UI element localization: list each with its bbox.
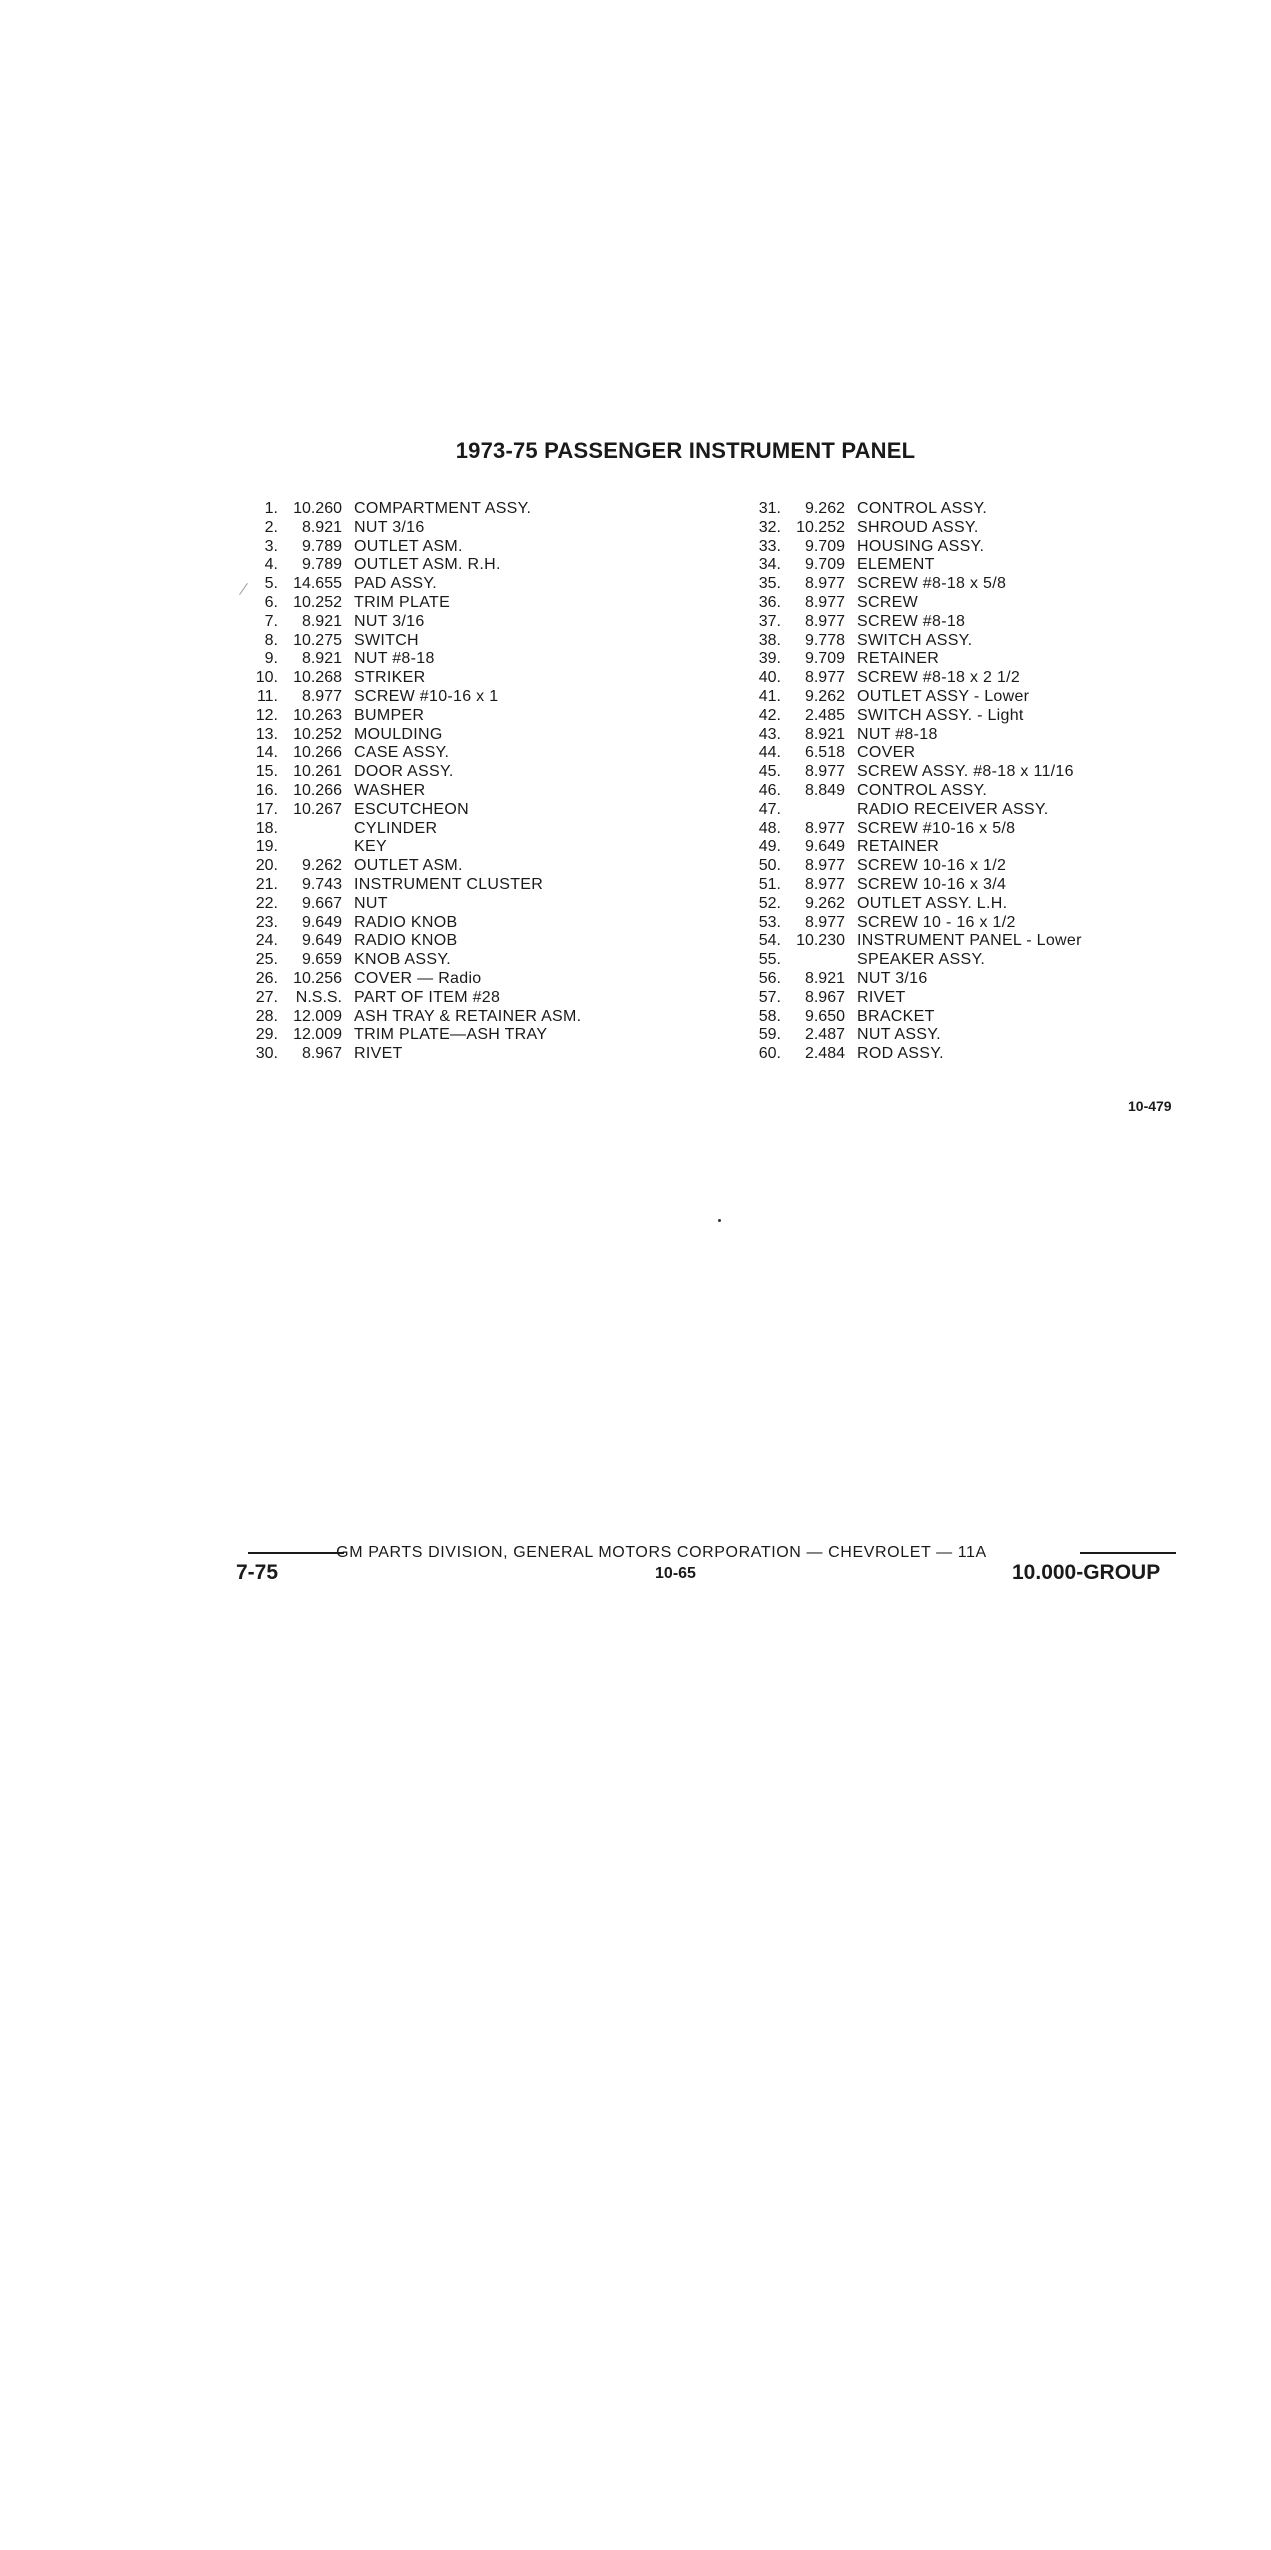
- parts-list-row: [741, 688, 1082, 707]
- group-number: 9.778: [804, 631, 845, 649]
- part-description: ELEMENT: [857, 556, 935, 574]
- item-number: 55.: [758, 951, 781, 969]
- group-number: 8.921: [804, 725, 845, 743]
- part-description: COVER — Radio: [354, 969, 482, 987]
- part-description: RADIO RECEIVER ASSY.: [857, 800, 1049, 818]
- part-description: MOULDING: [354, 725, 443, 743]
- item-number: 23.: [255, 913, 278, 931]
- item-number: 16.: [255, 781, 278, 799]
- part-description: RIVET: [354, 1045, 403, 1063]
- parts-list-row: [741, 669, 1082, 688]
- group-number: 9.262: [804, 687, 845, 705]
- item-number: 56.: [758, 969, 781, 987]
- group-number: 9.650: [804, 1007, 845, 1025]
- parts-list-row: [741, 500, 1082, 519]
- part-description: CONTROL ASSY.: [857, 781, 988, 799]
- group-number: 9.649: [301, 932, 342, 950]
- group-number: 8.977: [804, 857, 845, 875]
- parts-list-row: [238, 782, 581, 801]
- item-number: 26.: [255, 969, 278, 987]
- parts-list-left: [238, 500, 581, 1064]
- part-description: NUT 3/16: [354, 612, 425, 630]
- parts-list-row: [741, 1045, 1082, 1064]
- group-number: 8.977: [804, 819, 845, 837]
- parts-list-row: [741, 989, 1082, 1008]
- part-description: RETAINER: [857, 838, 940, 856]
- group-number: 10.268: [293, 669, 342, 687]
- group-number: 10.230: [796, 932, 845, 950]
- group-number: 9.659: [301, 951, 342, 969]
- part-description: SCREW 10-16 x 3/4: [857, 875, 1007, 893]
- item-number: 33.: [758, 537, 781, 555]
- group-number: 10.266: [293, 744, 342, 762]
- group-number: 6.518: [804, 744, 845, 762]
- part-description: SWITCH ASSY. - Light: [857, 706, 1024, 724]
- group-number: 8.977: [804, 669, 845, 687]
- item-number: 30.: [255, 1045, 278, 1063]
- parts-list-row: [741, 707, 1082, 726]
- group-number: 8.977: [804, 593, 845, 611]
- part-description: SCREW 10-16 x 1/2: [857, 857, 1007, 875]
- part-description: NUT #8-18: [857, 725, 938, 743]
- part-description: TRIM PLATE: [354, 593, 451, 611]
- item-number: 52.: [758, 894, 781, 912]
- item-number: 27.: [255, 988, 278, 1006]
- parts-list-row: [238, 1026, 581, 1045]
- item-number: 38.: [758, 631, 781, 649]
- parts-list-row: [741, 1008, 1082, 1027]
- part-description: ASH TRAY & RETAINER ASM.: [354, 1007, 582, 1025]
- group-number: 10.252: [796, 518, 845, 536]
- part-description: WASHER: [354, 781, 426, 799]
- parts-list-row: [238, 744, 581, 763]
- item-number: 11.: [256, 687, 278, 705]
- item-number: 12.: [255, 706, 278, 724]
- item-number: 3.: [264, 537, 278, 555]
- item-number: 15.: [255, 763, 278, 781]
- parts-list-row: [238, 613, 581, 632]
- group-number: [781, 951, 845, 970]
- parts-list-row: [238, 594, 581, 613]
- part-description: COMPARTMENT ASSY.: [354, 500, 532, 517]
- parts-list-row: [741, 519, 1082, 538]
- item-number: 32.: [758, 518, 781, 536]
- item-number: 60.: [758, 1045, 781, 1063]
- parts-list-right: [741, 500, 1082, 1064]
- part-description: BUMPER: [354, 706, 425, 724]
- group-number: 9.262: [804, 500, 845, 517]
- parts-list-row: [741, 726, 1082, 745]
- part-description: STRIKER: [354, 669, 426, 687]
- footer-publisher: GM PARTS DIVISION, GENERAL MOTORS CORPORATION — CHEVROLET — 11A: [336, 1544, 987, 1561]
- parts-list-row: [238, 895, 581, 914]
- part-description: OUTLET ASM.: [354, 857, 463, 875]
- parts-list-row: [741, 744, 1082, 763]
- parts-list-row: [741, 556, 1082, 575]
- part-description: CONTROL ASSY.: [857, 500, 988, 517]
- part-description: SWITCH: [354, 631, 419, 649]
- parts-list-row: [238, 1045, 581, 1064]
- item-number: 7.: [264, 612, 278, 630]
- item-number: 9.: [264, 650, 278, 668]
- parts-list-row: [238, 669, 581, 688]
- parts-list-row: [238, 556, 581, 575]
- group-number: 12.009: [293, 1026, 342, 1044]
- part-description: RIVET: [857, 988, 906, 1006]
- parts-list-row: [741, 914, 1082, 933]
- group-number: 8.849: [804, 781, 845, 799]
- part-description: BRACKET: [857, 1007, 935, 1025]
- group-number: [278, 838, 342, 857]
- footer-page-number: 10-65: [655, 1565, 696, 1582]
- item-number: 47.: [758, 800, 781, 818]
- part-description: NUT 3/16: [354, 518, 425, 536]
- item-number: 49.: [758, 838, 781, 856]
- item-number: 59.: [758, 1026, 781, 1044]
- item-number: 50.: [758, 857, 781, 875]
- part-description: ESCUTCHEON: [354, 800, 470, 818]
- item-number: 35.: [758, 575, 781, 593]
- group-number: 9.709: [804, 650, 845, 668]
- group-number: 10.256: [293, 969, 342, 987]
- group-number: [278, 820, 342, 839]
- parts-list-row: [238, 632, 581, 651]
- group-number: 9.709: [804, 537, 845, 555]
- group-number: 8.977: [804, 875, 845, 893]
- item-number: 24.: [255, 932, 278, 950]
- item-number: 5.: [264, 575, 278, 593]
- part-description: OUTLET ASSY. L.H.: [857, 894, 1008, 912]
- part-description: SWITCH ASSY.: [857, 631, 973, 649]
- part-description: SCREW #10-16 x 5/8: [857, 819, 1016, 837]
- item-number: 40.: [758, 669, 781, 687]
- parts-list-row: [741, 951, 1082, 970]
- part-description: INSTRUMENT CLUSTER: [354, 875, 544, 893]
- group-number: 2.485: [804, 706, 845, 724]
- part-description: KNOB ASSY.: [354, 951, 451, 969]
- group-number: 10.267: [293, 800, 342, 818]
- group-number: 8.921: [301, 650, 342, 668]
- item-number: 31.: [758, 500, 781, 517]
- group-number: 10.252: [293, 593, 342, 611]
- part-description: NUT #8-18: [354, 650, 435, 668]
- part-description: CASE ASSY.: [354, 744, 450, 762]
- group-number: 8.977: [804, 763, 845, 781]
- group-number: 9.789: [301, 537, 342, 555]
- item-number: 13.: [255, 725, 278, 743]
- diagram-reference: 10-479: [1128, 1098, 1172, 1114]
- parts-list-row: [741, 857, 1082, 876]
- item-number: 54.: [758, 932, 781, 950]
- item-number: 39.: [758, 650, 781, 668]
- item-number: 17.: [255, 800, 278, 818]
- parts-list-row: [741, 632, 1082, 651]
- stray-speck: [718, 1219, 721, 1222]
- group-number: 9.743: [301, 875, 342, 893]
- parts-list-row: [741, 1026, 1082, 1045]
- part-description: OUTLET ASSY - Lower: [857, 687, 1030, 705]
- parts-list-row: [741, 763, 1082, 782]
- group-number: 8.967: [301, 1045, 342, 1063]
- parts-list-row: [741, 820, 1082, 839]
- part-description: SPEAKER ASSY.: [857, 951, 986, 969]
- item-number: 19.: [255, 838, 278, 856]
- part-description: DOOR ASSY.: [354, 763, 454, 781]
- part-description: SCREW #8-18: [857, 612, 966, 630]
- item-number: 36.: [758, 593, 781, 611]
- part-description: RADIO KNOB: [354, 913, 458, 931]
- group-number: 8.967: [804, 988, 845, 1006]
- item-number: 4.: [264, 556, 278, 574]
- part-description: RETAINER: [857, 650, 940, 668]
- item-number: 29.: [255, 1026, 278, 1044]
- parts-list-row: [741, 876, 1082, 895]
- item-number: 37.: [758, 612, 781, 630]
- item-number: 51.: [758, 875, 781, 893]
- group-number: [781, 801, 845, 820]
- item-number: 45.: [758, 763, 781, 781]
- parts-list-row: [238, 801, 581, 820]
- parts-list-row: [238, 989, 581, 1008]
- parts-list-row: [238, 820, 581, 839]
- item-number: 57.: [758, 988, 781, 1006]
- parts-list-row: [238, 538, 581, 557]
- group-number: 8.921: [301, 518, 342, 536]
- item-number: 25.: [255, 951, 278, 969]
- part-description: OUTLET ASM. R.H.: [354, 556, 501, 574]
- parts-list-row: [238, 857, 581, 876]
- footer-group: 10.000-GROUP: [1012, 1561, 1161, 1584]
- parts-list-row: [741, 650, 1082, 669]
- item-number: 44.: [758, 744, 781, 762]
- item-number: 42.: [758, 706, 781, 724]
- part-description: HOUSING ASSY.: [857, 537, 985, 555]
- parts-list-row: [238, 726, 581, 745]
- item-number: 22.: [255, 894, 278, 912]
- item-number: 8.: [264, 631, 278, 649]
- parts-list-row: [741, 538, 1082, 557]
- page-title: 1973-75 PASSENGER INSTRUMENT PANEL: [455, 438, 916, 463]
- parts-list-row: [741, 575, 1082, 594]
- part-description: INSTRUMENT PANEL - Lower: [857, 932, 1082, 950]
- item-number: 43.: [758, 725, 781, 743]
- parts-list-row: [741, 613, 1082, 632]
- part-description: SHROUD ASSY.: [857, 518, 979, 536]
- group-number: 9.667: [301, 894, 342, 912]
- part-description: SCREW #8-18 x 5/8: [857, 575, 1007, 593]
- item-number: 28.: [255, 1007, 278, 1025]
- group-number: 9.789: [301, 556, 342, 574]
- part-description: SCREW 10 - 16 x 1/2: [857, 913, 1016, 931]
- part-description: SCREW: [857, 593, 919, 611]
- parts-list-row: [238, 763, 581, 782]
- part-description: NUT 3/16: [857, 969, 928, 987]
- parts-list-row: [741, 594, 1082, 613]
- item-number: 46.: [758, 781, 781, 799]
- part-description: CYLINDER: [354, 819, 438, 837]
- group-number: 8.921: [301, 612, 342, 630]
- parts-list-row: [238, 951, 581, 970]
- group-number: 8.977: [804, 913, 845, 931]
- group-number: 10.261: [293, 763, 342, 781]
- part-description: SCREW #10-16 x 1: [354, 687, 499, 705]
- parts-list-row: [741, 801, 1082, 820]
- group-number: 10.263: [293, 706, 342, 724]
- part-description: SCREW #8-18 x 2 1/2: [857, 669, 1021, 687]
- part-description: NUT: [354, 894, 388, 912]
- item-number: 6.: [264, 593, 278, 611]
- item-number: 21.: [255, 875, 278, 893]
- group-number: 9.649: [804, 838, 845, 856]
- item-number: 14.: [255, 744, 278, 762]
- group-number: 12.009: [293, 1007, 342, 1025]
- item-number: 41.: [758, 687, 781, 705]
- group-number: 10.252: [293, 725, 342, 743]
- parts-list-row: [238, 707, 581, 726]
- parts-list-row: [741, 782, 1082, 801]
- group-number: 9.709: [804, 556, 845, 574]
- group-number: 10.266: [293, 781, 342, 799]
- parts-list-row: [741, 932, 1082, 951]
- part-description: TRIM PLATE—ASH TRAY: [354, 1026, 548, 1044]
- parts-list-row: [238, 1008, 581, 1027]
- group-number: 8.977: [804, 575, 845, 593]
- item-number: 34.: [758, 556, 781, 574]
- parts-list-row: [741, 970, 1082, 989]
- group-number: 14.655: [293, 575, 342, 593]
- part-description: NUT ASSY.: [857, 1026, 941, 1044]
- part-description: OUTLET ASM.: [354, 537, 463, 555]
- item-number: 20.: [255, 857, 278, 875]
- parts-list-row: [238, 688, 581, 707]
- parts-list-row: [238, 575, 581, 594]
- parts-list-row: [238, 519, 581, 538]
- parts-list-row: [741, 895, 1082, 914]
- group-number: 8.921: [804, 969, 845, 987]
- parts-list-row: [238, 914, 581, 933]
- parts-list-row: [238, 838, 581, 857]
- parts-list-row: [741, 838, 1082, 857]
- footer-date: 7-75: [236, 1561, 279, 1584]
- group-number: 8.977: [804, 612, 845, 630]
- parts-list-row: [238, 876, 581, 895]
- item-number: 58.: [758, 1007, 781, 1025]
- item-number: 1.: [264, 500, 278, 517]
- part-description: PAD ASSY.: [354, 575, 438, 593]
- group-number: 10.260: [293, 500, 342, 517]
- group-number: 2.487: [804, 1026, 845, 1044]
- group-number: 10.275: [293, 631, 342, 649]
- parts-list-row: [238, 650, 581, 669]
- part-description: KEY: [354, 838, 387, 856]
- parts-list-row: [238, 932, 581, 951]
- group-number: N.S.S.: [295, 988, 342, 1006]
- part-description: PART OF ITEM #28: [354, 988, 501, 1006]
- part-description: SCREW ASSY. #8-18 x 11/16: [857, 763, 1074, 781]
- group-number: 9.649: [301, 913, 342, 931]
- item-number: 53.: [758, 913, 781, 931]
- group-number: 8.977: [301, 687, 342, 705]
- part-description: COVER: [857, 744, 916, 762]
- group-number: 2.484: [804, 1045, 845, 1063]
- part-description: ROD ASSY.: [857, 1045, 944, 1063]
- item-number: 10.: [255, 669, 278, 687]
- item-number: 2.: [264, 518, 278, 536]
- parts-list-row: [238, 970, 581, 989]
- parts-list-row: [238, 500, 581, 519]
- group-number: 9.262: [804, 894, 845, 912]
- item-number: 48.: [758, 819, 781, 837]
- item-number: 18.: [255, 819, 278, 837]
- part-description: RADIO KNOB: [354, 932, 458, 950]
- group-number: 9.262: [301, 857, 342, 875]
